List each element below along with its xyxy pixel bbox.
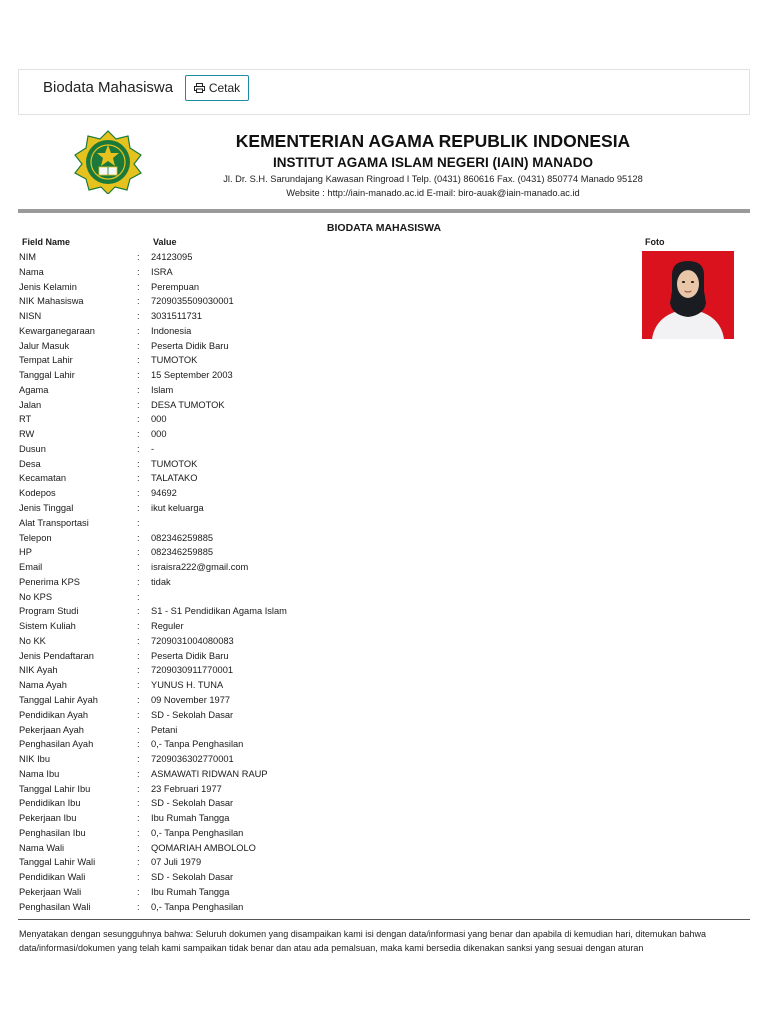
field-separator: : bbox=[137, 724, 140, 735]
field-value: Ibu Rumah Tangga bbox=[151, 813, 230, 824]
field-value: ISRA bbox=[151, 266, 173, 277]
field-label: Email bbox=[19, 562, 43, 573]
field-separator: : bbox=[137, 252, 140, 262]
field-row bbox=[19, 324, 459, 339]
institute-website: Website : http://iain-manado.ac.id E-mail: biro-auak@iain-manado.ac.id bbox=[286, 188, 580, 198]
field-label: Nama Ibu bbox=[19, 768, 60, 779]
field-value: YUNUS H. TUNA bbox=[151, 680, 224, 691]
field-value: DESA TUMOTOK bbox=[151, 399, 225, 410]
field-value: 7209035509030001 bbox=[151, 296, 234, 307]
field-value: TALATAKO bbox=[151, 473, 198, 484]
field-value: Perempuan bbox=[151, 281, 200, 292]
field-row bbox=[19, 265, 459, 280]
field-row bbox=[19, 663, 459, 678]
field-value: QOMARIAH AMBOLOLO bbox=[151, 842, 256, 853]
field-value: 7209030911770001 bbox=[151, 665, 234, 676]
field-row bbox=[19, 811, 459, 826]
field-label: Pendidikan Ayah bbox=[19, 709, 89, 720]
field-label: Penerima KPS bbox=[19, 576, 80, 587]
biodata-field-list bbox=[19, 250, 459, 914]
field-separator: : bbox=[137, 842, 140, 853]
field-row bbox=[19, 560, 459, 575]
field-row bbox=[19, 619, 459, 634]
field-value: 000 bbox=[151, 429, 167, 440]
field-row bbox=[19, 516, 459, 531]
field-separator: : bbox=[137, 872, 140, 883]
field-row bbox=[19, 398, 459, 413]
field-separator: : bbox=[137, 488, 140, 499]
field-label: Kewarganegaraan bbox=[19, 325, 95, 336]
field-separator: : bbox=[137, 414, 140, 425]
field-value: SD - Sekolah Dasar bbox=[151, 872, 234, 883]
field-label: Jenis Tinggal bbox=[19, 503, 74, 514]
field-separator: : bbox=[137, 532, 140, 543]
field-label: NIK Ibu bbox=[19, 754, 51, 765]
field-separator: : bbox=[137, 473, 140, 484]
field-label: Penghasilan Ayah bbox=[19, 739, 94, 750]
field-value: 000 bbox=[151, 414, 167, 425]
field-separator: : bbox=[137, 503, 140, 514]
field-separator: : bbox=[137, 621, 140, 632]
field-label: Telepon bbox=[19, 532, 52, 543]
field-separator: : bbox=[137, 562, 140, 573]
field-separator: : bbox=[137, 384, 140, 395]
field-label: Program Studi bbox=[19, 606, 79, 617]
field-value: 3031511731 bbox=[151, 311, 203, 322]
field-label: NIK Mahasiswa bbox=[19, 296, 84, 307]
field-separator: : bbox=[137, 827, 140, 838]
field-value: TUMOTOK bbox=[151, 458, 198, 469]
field-separator: : bbox=[137, 458, 140, 469]
field-row bbox=[19, 457, 459, 472]
column-header-photo: Foto bbox=[645, 237, 665, 247]
field-separator: : bbox=[137, 576, 140, 587]
field-value: - bbox=[151, 443, 155, 454]
field-value: S1 - S1 Pendidikan Agama Islam bbox=[151, 606, 287, 617]
field-value: 94692 bbox=[151, 488, 177, 499]
field-value: 082346259885 bbox=[151, 532, 214, 543]
field-label: Nama Wali bbox=[19, 842, 65, 853]
field-value: 15 September 2003 bbox=[151, 370, 233, 381]
field-value: 7209031004080083 bbox=[151, 635, 234, 646]
field-row bbox=[19, 708, 459, 723]
field-separator: : bbox=[137, 739, 140, 750]
field-value: 0,- Tanpa Penghasilan bbox=[151, 827, 244, 838]
field-separator: : bbox=[137, 901, 140, 912]
field-separator: : bbox=[137, 813, 140, 824]
field-label: Alat Transportasi bbox=[19, 517, 89, 528]
field-row bbox=[19, 368, 459, 383]
field-row bbox=[19, 693, 459, 708]
field-label: Tanggal Lahir Ayah bbox=[19, 694, 98, 705]
header-divider bbox=[18, 209, 750, 213]
print-button-label: Cetak bbox=[208, 81, 241, 95]
field-row bbox=[19, 826, 459, 841]
field-value: Indonesia bbox=[151, 325, 192, 336]
field-value: 0,- Tanpa Penghasilan bbox=[151, 739, 244, 750]
institute-title: INSTITUT AGAMA ISLAM NEGERI (IAIN) MANADO bbox=[273, 155, 593, 170]
field-row bbox=[19, 294, 459, 309]
field-label: NIM bbox=[19, 252, 37, 262]
field-label: Desa bbox=[19, 458, 41, 469]
field-separator: : bbox=[137, 680, 140, 691]
column-header-field: Field Name bbox=[22, 237, 71, 247]
field-label: Penghasilan Wali bbox=[19, 901, 91, 912]
field-separator: : bbox=[137, 591, 140, 602]
column-header-value: Value bbox=[153, 237, 177, 247]
field-label: Kecamatan bbox=[19, 473, 67, 484]
field-label: Agama bbox=[19, 384, 49, 395]
print-button[interactable] bbox=[185, 75, 249, 101]
field-row bbox=[19, 531, 459, 546]
field-value: Ibu Rumah Tangga bbox=[151, 886, 230, 897]
field-separator: : bbox=[137, 281, 140, 292]
field-value: 7209036302770001 bbox=[151, 754, 234, 765]
field-separator: : bbox=[137, 768, 140, 779]
field-label: Penghasilan Ibu bbox=[19, 827, 86, 838]
field-row bbox=[19, 442, 459, 457]
footer-divider bbox=[18, 919, 750, 920]
section-title: BIODATA MAHASISWA bbox=[326, 222, 442, 234]
field-separator: : bbox=[137, 311, 140, 322]
field-value: SD - Sekolah Dasar bbox=[151, 709, 234, 720]
field-separator: : bbox=[137, 340, 140, 351]
field-separator: : bbox=[137, 886, 140, 897]
field-row bbox=[19, 427, 459, 442]
field-row bbox=[19, 471, 459, 486]
field-label: RW bbox=[19, 429, 35, 440]
field-separator: : bbox=[137, 399, 140, 410]
field-value: 0,- Tanpa Penghasilan bbox=[151, 901, 244, 912]
field-value: TUMOTOK bbox=[151, 355, 198, 366]
field-separator: : bbox=[137, 754, 140, 765]
field-row bbox=[19, 412, 459, 427]
field-row bbox=[19, 649, 459, 664]
field-label: Tanggal Lahir bbox=[19, 370, 75, 381]
field-value: tidak bbox=[151, 576, 171, 587]
field-label: No KPS bbox=[19, 591, 53, 602]
field-label: Pekerjaan Wali bbox=[19, 886, 82, 897]
field-row bbox=[19, 486, 459, 501]
field-row bbox=[19, 752, 459, 767]
field-label: Kodepos bbox=[19, 488, 56, 499]
field-label: Dusun bbox=[19, 443, 46, 454]
field-row bbox=[19, 575, 459, 590]
field-row bbox=[19, 634, 459, 649]
field-label: Tanggal Lahir Ibu bbox=[19, 783, 91, 794]
field-label: Pendidikan Ibu bbox=[19, 798, 81, 809]
field-value: israisra222@gmail.com bbox=[151, 562, 249, 573]
field-value: ikut keluarga bbox=[151, 503, 204, 514]
field-row bbox=[19, 855, 459, 870]
field-row bbox=[19, 782, 459, 797]
field-label: NIK Ayah bbox=[19, 665, 58, 676]
field-separator: : bbox=[137, 606, 140, 617]
field-separator: : bbox=[137, 517, 140, 528]
field-value: 082346259885 bbox=[151, 547, 214, 558]
field-row bbox=[19, 604, 459, 619]
field-separator: : bbox=[137, 798, 140, 809]
field-separator: : bbox=[137, 694, 140, 705]
field-label: RT bbox=[19, 414, 32, 425]
field-row bbox=[19, 678, 459, 693]
institute-address: Jl. Dr. S.H. Sarundajang Kawasan Ringroad I Telp. (0431) 860616 Fax. (0431) 850774 Manado 95128 bbox=[223, 174, 643, 184]
field-label: NISN bbox=[19, 311, 42, 322]
field-label: Tempat Lahir bbox=[19, 355, 73, 366]
field-separator: : bbox=[137, 783, 140, 794]
ministry-emblem-icon bbox=[71, 130, 145, 194]
field-value: 09 November 1977 bbox=[151, 694, 231, 705]
field-row bbox=[19, 280, 459, 295]
field-separator: : bbox=[137, 443, 140, 454]
field-row bbox=[19, 250, 459, 265]
field-separator: : bbox=[137, 650, 140, 661]
field-label: Pendidikan Wali bbox=[19, 872, 86, 883]
field-row bbox=[19, 339, 459, 354]
field-label: Jalur Masuk bbox=[19, 340, 70, 351]
field-separator: : bbox=[137, 857, 140, 868]
field-label: Jenis Pendaftaran bbox=[19, 650, 94, 661]
field-separator: : bbox=[137, 370, 140, 381]
printer-icon bbox=[194, 83, 205, 93]
field-value: SD - Sekolah Dasar bbox=[151, 798, 234, 809]
field-label: HP bbox=[19, 547, 32, 558]
field-label: Jenis Kelamin bbox=[19, 281, 77, 292]
field-separator: : bbox=[137, 665, 140, 676]
field-label: Sistem Kuliah bbox=[19, 621, 76, 632]
field-value: Peserta Didik Baru bbox=[151, 340, 229, 351]
declaration-text: Menyatakan dengan sesungguhnya bahwa: Seluruh dokumen yang disampaikan kami isi dengan data/informasi yang benar dan apabila di kemudian hari, ditemukan bahwa data/informasi/dokumen yang telah kami sampaikan tidak benar dan atau ada pemalsuan, maka kami bersedia dikenakan sanksi yang sesuai dengan aturan bbox=[19, 929, 706, 953]
field-separator: : bbox=[137, 635, 140, 646]
field-separator: : bbox=[137, 709, 140, 720]
field-value: 07 Juli 1979 bbox=[151, 857, 202, 868]
field-row bbox=[19, 501, 459, 516]
student-photo bbox=[642, 251, 734, 339]
field-separator: : bbox=[137, 355, 140, 366]
field-label: Pekerjaan Ayah bbox=[19, 724, 84, 735]
field-row bbox=[19, 353, 459, 368]
field-value: Islam bbox=[151, 384, 174, 395]
field-label: Nama bbox=[19, 266, 44, 277]
field-separator: : bbox=[137, 325, 140, 336]
field-label: Nama Ayah bbox=[19, 680, 67, 691]
page-title: Biodata Mahasiswa bbox=[43, 79, 174, 96]
field-separator: : bbox=[137, 429, 140, 440]
field-separator: : bbox=[137, 296, 140, 307]
field-value: 24123095 bbox=[151, 252, 193, 262]
field-value: Reguler bbox=[151, 621, 184, 632]
field-label: Jalan bbox=[19, 399, 42, 410]
field-row bbox=[19, 383, 459, 398]
page-header-bar bbox=[18, 69, 750, 115]
field-row bbox=[19, 590, 459, 605]
field-value: 23 Februari 1977 bbox=[151, 783, 222, 794]
ministry-title: KEMENTERIAN AGAMA REPUBLIK INDONESIA bbox=[235, 131, 631, 151]
field-row bbox=[19, 796, 459, 811]
field-value: ASMAWATI RIDWAN RAUP bbox=[151, 768, 268, 779]
field-label: No KK bbox=[19, 635, 46, 646]
field-value: Peserta Didik Baru bbox=[151, 650, 229, 661]
field-row bbox=[19, 841, 459, 856]
field-row bbox=[19, 309, 459, 324]
field-row bbox=[19, 900, 459, 915]
field-label: Tanggal Lahir Wali bbox=[19, 857, 96, 868]
field-row bbox=[19, 737, 459, 752]
field-row bbox=[19, 767, 459, 782]
field-row bbox=[19, 885, 459, 900]
field-separator: : bbox=[137, 547, 140, 558]
field-row bbox=[19, 723, 459, 738]
field-row bbox=[19, 870, 459, 885]
field-separator: : bbox=[137, 266, 140, 277]
field-row bbox=[19, 545, 459, 560]
field-value: Petani bbox=[151, 724, 178, 735]
field-label: Pekerjaan Ibu bbox=[19, 813, 77, 824]
